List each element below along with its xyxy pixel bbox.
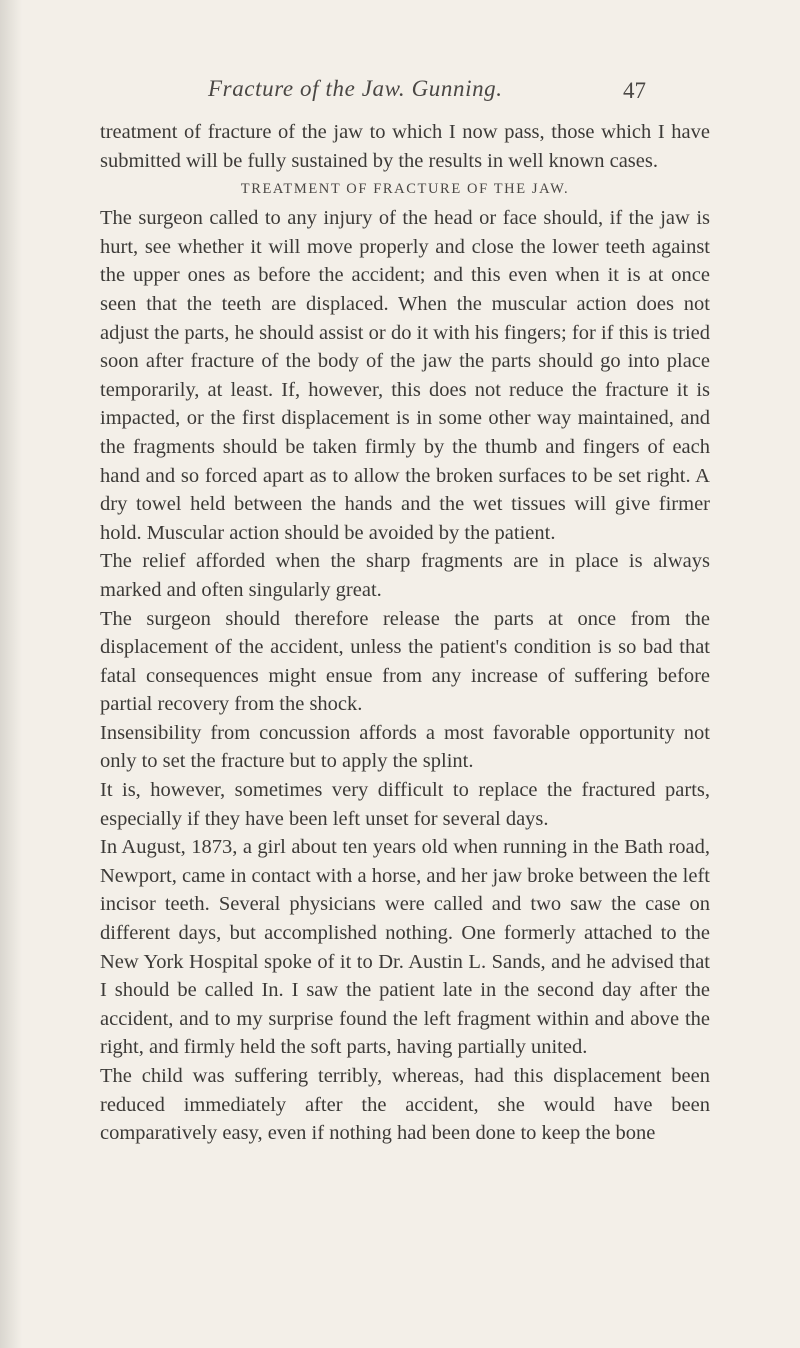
paragraph-3: The surgeon should therefore release the parts at once from the displacement of the accident, unless the patient's condition is so bad that fatal consequences might ensue from any increase of suffering before partial recovery from the shock. (100, 607, 710, 716)
paragraph-5: It is, however, sometimes very difficult to replace the fractured parts, especially if they have been left unset for several days. (100, 779, 710, 830)
running-title: Fracture of the Jaw. Gunning. (208, 76, 503, 101)
page-number: 47 (623, 78, 646, 103)
section-heading: TREATMENT OF FRACTURE OF THE JAW. (240, 181, 570, 198)
paragraph-6: In August, 1873, a girl about ten years old when running in the Bath road, Newport, came in contact with a horse, and her jaw broke between the left incisor teeth. Several physicians were called and two saw the case on different days, but accomplished nothing. One formerly attached to the New York Hospital spoke of it to Dr. Austin L. Sands, and he advised that I should be called In. I saw the patient late in the second day after the accident, and to my surprise found the left fragment within and above the right, and firmly held the soft parts, having partially united. (100, 836, 710, 1059)
paragraph-2: The relief afforded when the sharp fragments are in place is always marked and often singularly great. (100, 550, 710, 601)
running-head (0, 76, 800, 110)
paragraph-4: Insensibility from concussion affords a most favorable opportunity not only to set the fracture but to apply the splint. (100, 721, 710, 773)
intro-paragraph: treatment of fracture of the jaw to which I now pass, those which I have submitted will be fully sustained by the results in well known cases. (100, 121, 710, 172)
paragraph-7: The child was suffering terribly, whereas, had this displacement been reduced immediately after the accident, she would have been comparatively easy, even if nothing had been done to keep the bone (100, 1065, 710, 1145)
paragraph-1: The surgeon called to any injury of the head or face should, if the jaw is hurt, see whether it will move properly and close the lower teeth against the upper ones as before the accident; and this even when it is at once seen that the teeth are displaced. When the muscular action does not adjust the parts, he should assist or do it with his fingers; for if this is tried soon after fracture of the body of the jaw the parts should go into place temporarily, at least. If, however, this does not reduce the fracture it is impacted, or the first displacement is in some other way maintained, and the fragments should be taken firmly by the thumb and fingers of each hand and so forced apart as to allow the broken surfaces to be set right. A dry towel held between the hands and the wet tissues will give firmer hold. Muscular action should be avoided by the patient. (100, 207, 710, 544)
page-gutter-shadow (0, 0, 22, 1348)
body-text (100, 118, 710, 1148)
